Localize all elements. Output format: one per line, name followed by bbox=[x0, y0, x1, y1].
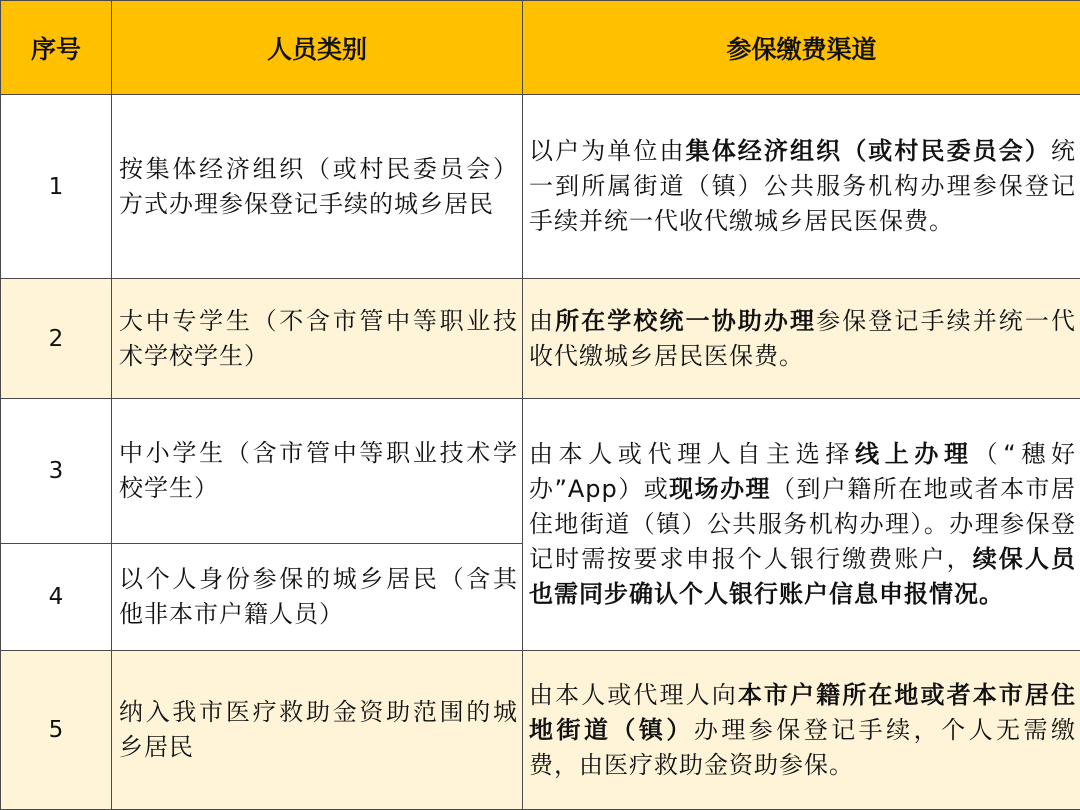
text-run: 统一到所属街道（镇）公共服务机构办理参保登记手续并统一代收代缴城乡居民医保费。 bbox=[529, 137, 1076, 235]
header-person-type: 人员类别 bbox=[112, 1, 523, 95]
row-number: 4 bbox=[1, 544, 112, 651]
person-type-cell: 以个人身份参保的城乡居民（含其他非本市户籍人员） bbox=[112, 544, 523, 651]
table-row bbox=[1, 651, 1080, 810]
payment-channel-cell bbox=[523, 95, 1080, 279]
payment-channel-cell bbox=[523, 399, 1080, 651]
person-type-cell: 纳入我市医疗救助金资助范围的城乡居民 bbox=[112, 651, 523, 810]
header-payment-channel: 参保缴费渠道 bbox=[523, 1, 1080, 95]
table-row bbox=[1, 399, 1080, 544]
text-run: （到户籍所在地或者本市居住地街道（镇）公共服务机构办理）。办理参保登记时需按要求申报个人银行缴费账户， bbox=[529, 475, 1076, 573]
person-type-cell: 按集体经济组织（或村民委员会）方式办理参保登记手续的城乡居民 bbox=[112, 95, 523, 279]
text-run: 办理参保登记手续，个人无需缴费，由医疗救助金资助参保。 bbox=[529, 716, 1076, 779]
text-run: 由本人或代理人向 bbox=[529, 681, 738, 709]
table-row bbox=[1, 95, 1080, 279]
bold-text-run: 集体经济组织（或村民委员会） bbox=[686, 137, 1051, 165]
bold-text-run: 续保人员也需同步确认个人银行账户信息申报情况。 bbox=[529, 545, 1076, 608]
row-number: 3 bbox=[1, 399, 112, 544]
text-run: 由本人或代理人自主选择 bbox=[529, 440, 855, 468]
person-type-cell: 大中专学生（不含市管中等职业技术学校学生） bbox=[112, 279, 523, 399]
bold-text-run: 本市户籍所在地或者本市居住地街道（镇） bbox=[529, 681, 1076, 744]
payment-channel-cell bbox=[523, 279, 1080, 399]
bold-text-run: 现场办理 bbox=[669, 475, 771, 503]
row-number: 1 bbox=[1, 95, 112, 279]
bold-text-run: 所在学校统一协助办理 bbox=[555, 307, 816, 335]
text-run: 由 bbox=[529, 307, 555, 335]
text-run: 以户为单位由 bbox=[529, 137, 686, 165]
table-row bbox=[1, 279, 1080, 399]
bold-text-run: 线上办理 bbox=[855, 440, 974, 468]
text-run: （“穗好办”App）或 bbox=[529, 440, 1076, 503]
person-type-cell: 中小学生（含市管中等职业技术学校学生） bbox=[112, 399, 523, 544]
payment-channel-cell bbox=[523, 651, 1080, 810]
header-number: 序号 bbox=[1, 1, 112, 95]
row-number: 2 bbox=[1, 279, 112, 399]
row-number: 5 bbox=[1, 651, 112, 810]
table-header-row bbox=[1, 1, 1080, 95]
text-run: 参保登记手续并统一代收代缴城乡居民医保费。 bbox=[529, 307, 1076, 370]
